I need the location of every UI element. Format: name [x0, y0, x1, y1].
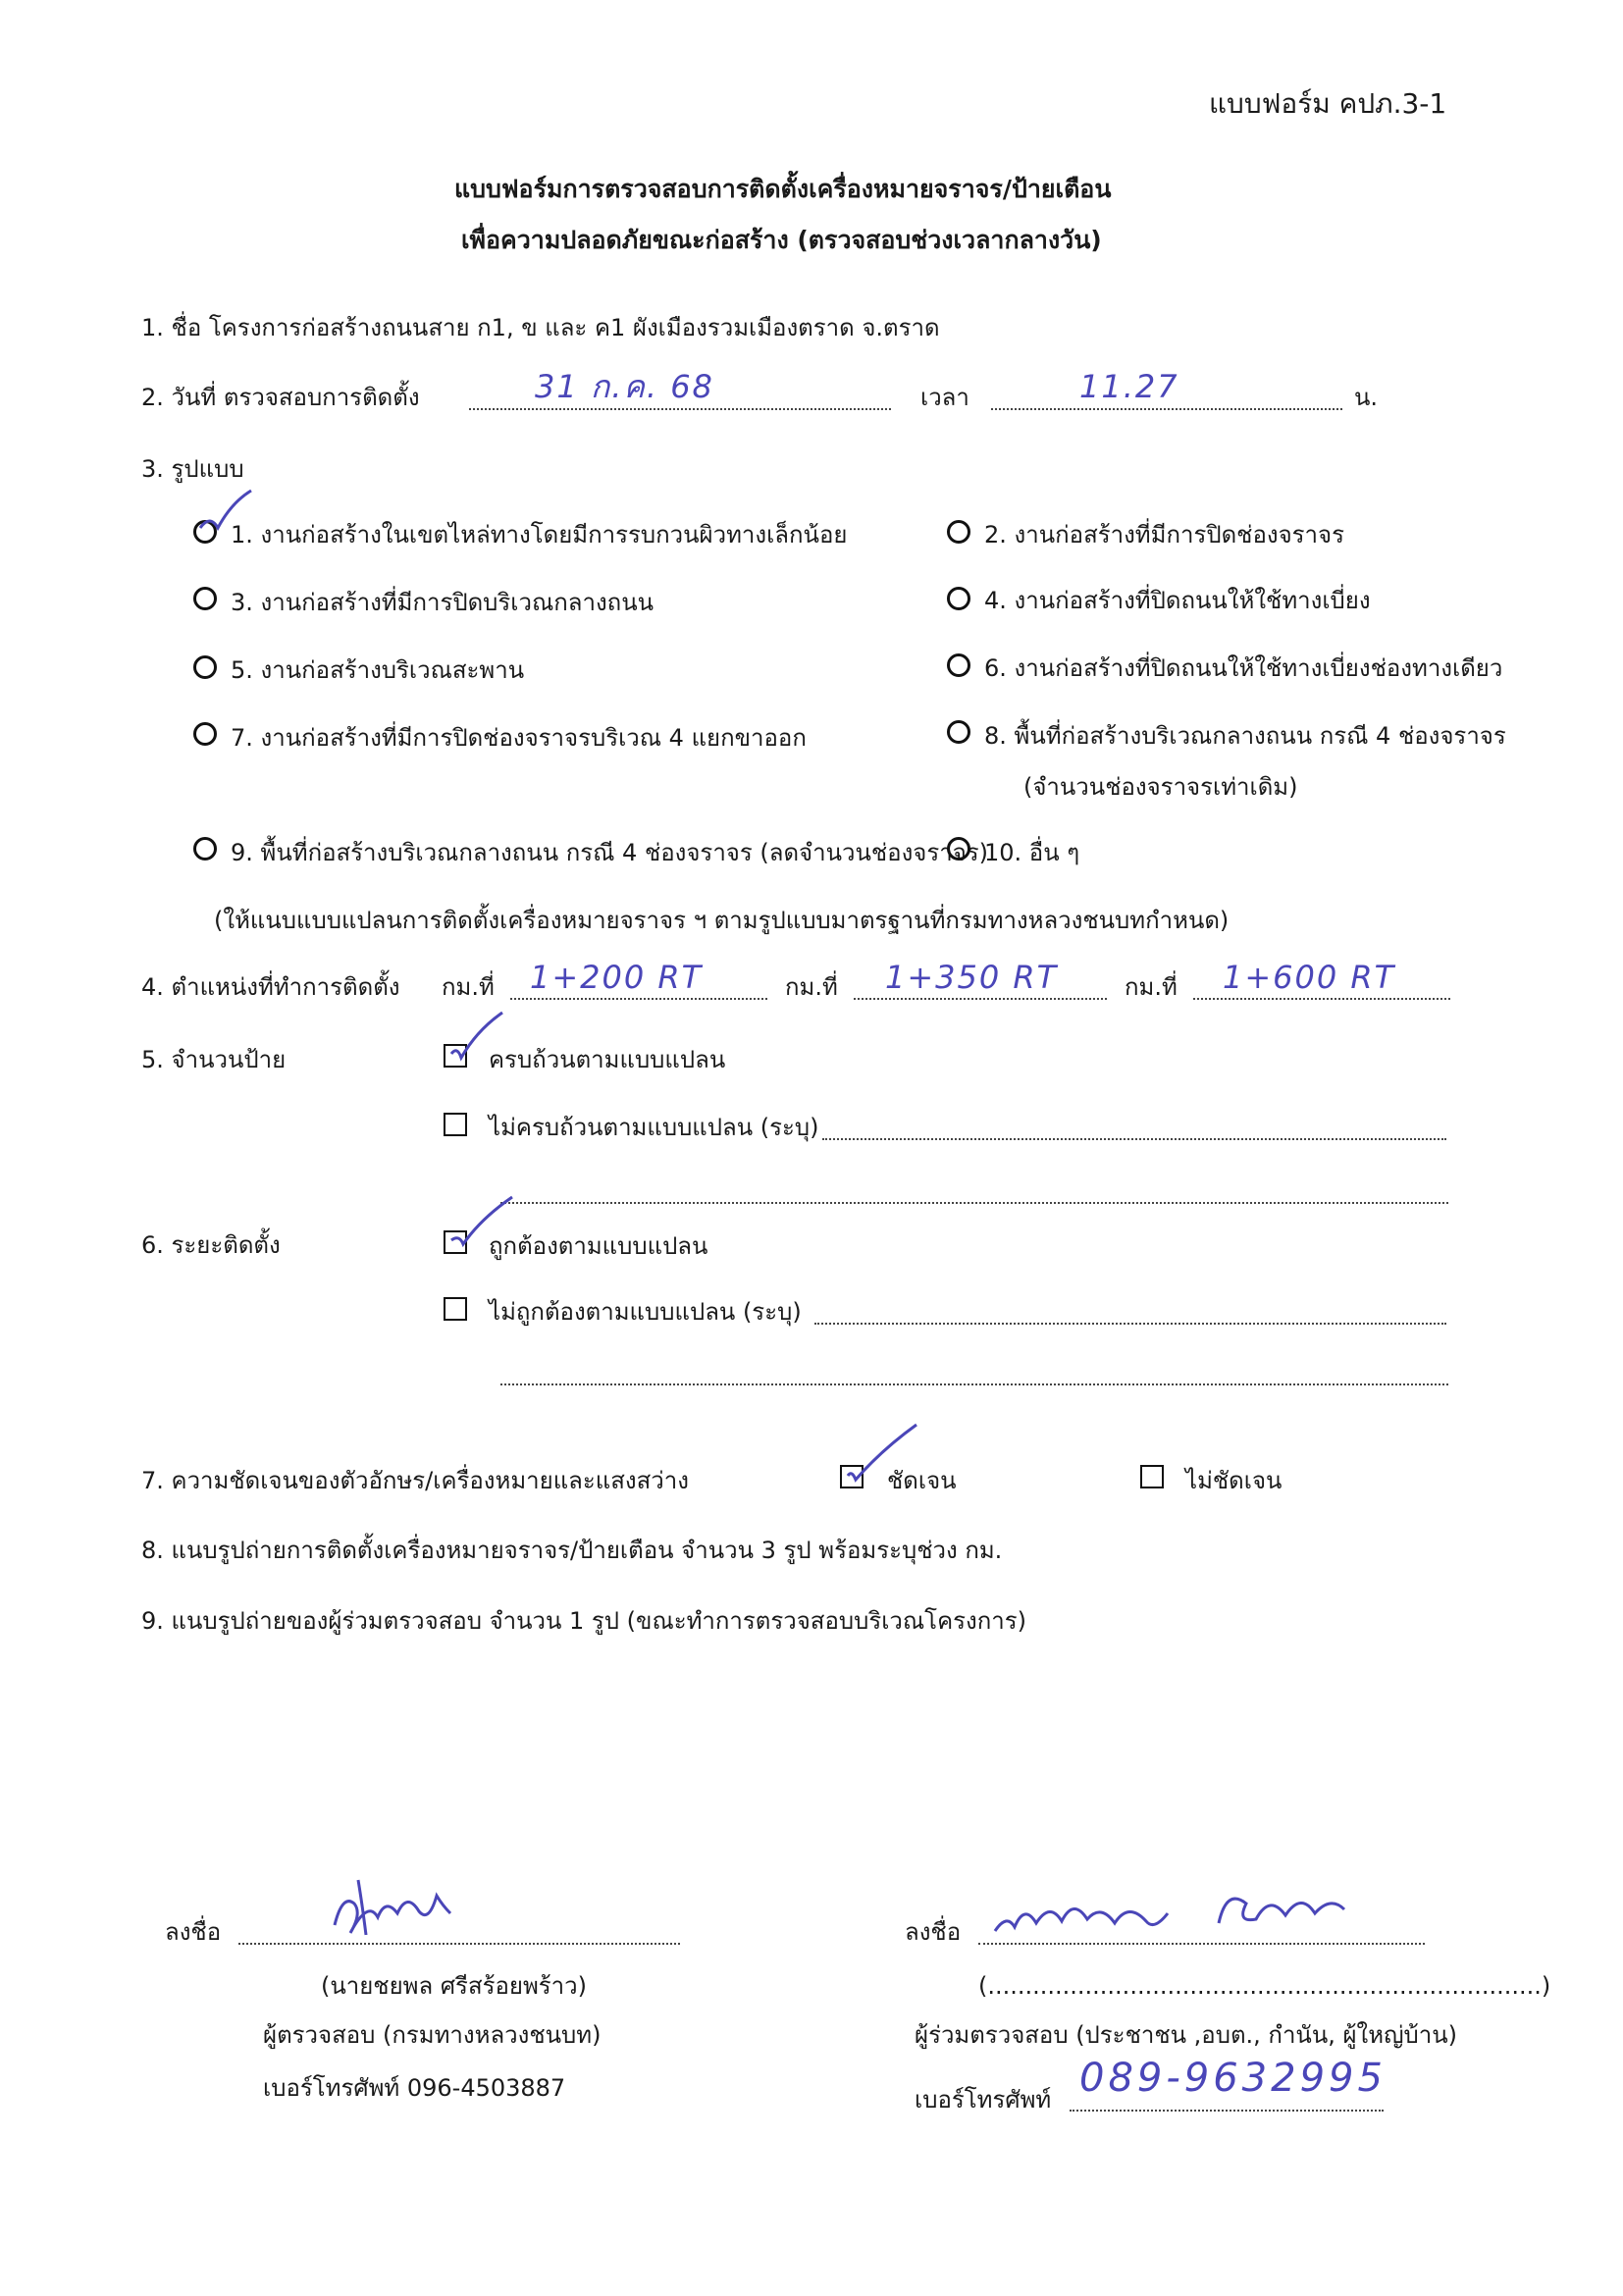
pattern-label: 3. รูปแบบ: [141, 455, 244, 483]
unclear-checkbox[interactable]: [1140, 1465, 1164, 1488]
option-5-label: 5. งานก่อสร้างบริเวณสะพาน: [231, 656, 525, 684]
option-10-radio[interactable]: [947, 837, 970, 861]
complete-label: ครบถ้วนตามแบบแปลน: [489, 1046, 726, 1073]
option-4-radio[interactable]: [947, 587, 970, 610]
right-sign-label: ลงชื่อ: [905, 1918, 962, 1946]
incomplete-detail-line-2: [500, 1202, 1448, 1204]
option-2-radio[interactable]: [947, 520, 970, 544]
time-value[interactable]: 11.27: [1079, 368, 1179, 405]
km-label-3: กม.ที่: [1125, 973, 1178, 1001]
option-8-sub: (จำนวนช่องจราจรเท่าเดิม): [1023, 773, 1298, 801]
time-label: เวลา: [920, 384, 969, 411]
form-title-line2: เพื่อความปลอดภัยขณะก่อสร้าง (ตรวจสอบช่วงเวลากลางวัน): [461, 226, 1102, 254]
date-value[interactable]: 31 ก.ค. 68: [535, 368, 714, 405]
km-value-3[interactable]: 1+600 RT: [1223, 959, 1396, 996]
unclear-label: ไม่ชัดเจน: [1185, 1467, 1283, 1494]
co-inspector-phone-value[interactable]: 089-9632995: [1079, 2056, 1387, 2101]
inspection-date-label: 2. วันที่ ตรวจสอบการติดตั้ง: [141, 384, 420, 411]
co-inspector-phone-label: เบอร์โทรศัพท์: [915, 2086, 1052, 2113]
incorrect-detail-line: [814, 1323, 1446, 1325]
left-sign-line: [238, 1943, 680, 1945]
right-signature-icon: [991, 1874, 1364, 1953]
clarity-label: 7. ความชัดเจนของตัวอักษร/เครื่องหมายและแสงสว่าง: [141, 1467, 689, 1494]
option-3-radio[interactable]: [193, 587, 217, 610]
incomplete-detail-line: [822, 1138, 1446, 1140]
km-value-2[interactable]: 1+350 RT: [885, 959, 1059, 996]
incomplete-checkbox[interactable]: [444, 1113, 467, 1136]
option-3-label: 3. งานก่อสร้างที่มีการปิดบริเวณกลางถนน: [231, 589, 654, 616]
install-distance-label: 6. ระยะติดตั้ง: [141, 1231, 281, 1259]
km-line-2: [854, 998, 1107, 1000]
inspector-phone: เบอร์โทรศัพท์ 096-4503887: [263, 2074, 566, 2102]
form-code: แบบฟอร์ม คปภ.3-1: [1209, 87, 1447, 120]
km-label-1: กม.ที่: [442, 973, 495, 1001]
co-inspector-name-blank: (..........................................................................): [978, 1972, 1551, 2000]
incorrect-detail-line-2: [500, 1383, 1448, 1385]
left-signature-icon: [329, 1874, 456, 1943]
incorrect-checkbox[interactable]: [444, 1297, 467, 1321]
option-4-label: 4. งานก่อสร้างที่ปิดถนนให้ใช้ทางเบี่ยง: [984, 587, 1371, 614]
option-6-radio[interactable]: [947, 653, 970, 677]
option-9-radio[interactable]: [193, 837, 217, 861]
clear-label: ชัดเจน: [887, 1467, 957, 1494]
km-line-3: [1193, 998, 1450, 1000]
option-6-label: 6. งานก่อสร้างที่ปิดถนนให้ใช้ทางเบี่ยงช่องทางเดียว: [984, 654, 1503, 682]
time-line: [991, 408, 1342, 410]
option-2-label: 2. งานก่อสร้างที่มีการปิดช่องจราจร: [984, 521, 1344, 548]
sign-count-label: 5. จำนวนป้าย: [141, 1046, 287, 1073]
option-1-label: 1. งานก่อสร้างในเขตไหล่ทางโดยมีการรบกวนผิวทางเล็กน้อย: [231, 521, 848, 548]
option-7-label: 7. งานก่อสร้างที่มีการปิดช่องจราจรบริเวณ 4 แยกขาออก: [231, 724, 807, 752]
incorrect-label: ไม่ถูกต้องตามแบบแปลน (ระบุ): [489, 1298, 802, 1326]
project-name: 1. ชื่อ โครงการก่อสร้างถนนสาย ก1, ข และ ค1 ผังเมืองรวมเมืองตราด จ.ตราด: [141, 314, 940, 341]
time-unit: น.: [1354, 384, 1379, 411]
km-value-1[interactable]: 1+200 RT: [530, 959, 704, 996]
incomplete-label: ไม่ครบถ้วนตามแบบแปลน (ระบุ): [489, 1114, 819, 1141]
attach-plan-note: (ให้แนบแบบแปลนการติดตั้งเครื่องหมายจราจร ฯ ตามรูปแบบมาตรฐานที่กรมทางหลวงชนบทกำหนด): [214, 907, 1230, 934]
inspector-name: (นายชยพล ศรีสร้อยพร้าว): [321, 1972, 587, 2000]
co-inspector-role: ผู้ร่วมตรวจสอบ (ประชาชน ,อบต., กำนัน, ผู้ใหญ่บ้าน): [915, 2021, 1458, 2049]
left-sign-label: ลงชื่อ: [165, 1918, 222, 1946]
location-label: 4. ตำแหน่งที่ทำการติดตั้ง: [141, 973, 400, 1001]
option-5-radio[interactable]: [193, 655, 217, 679]
option-8-label: 8. พื้นที่ก่อสร้างบริเวณกลางถนน กรณี 4 ช่องจราจร: [984, 722, 1506, 750]
correct-label: ถูกต้องตามแบบแปลน: [489, 1232, 708, 1260]
photo-inspector-note: 9. แนบรูปถ่ายของผู้ร่วมตรวจสอบ จำนวน 1 รูป (ขณะทำการตรวจสอบบริเวณโครงการ): [141, 1607, 1026, 1635]
option-1-check-icon: [196, 489, 255, 538]
co-inspector-phone-line: [1070, 2110, 1384, 2112]
photo-install-note: 8. แนบรูปถ่ายการติดตั้งเครื่องหมายจราจร/ป้ายเตือน จำนวน 3 รูป พร้อมระบุช่วง กม.: [141, 1537, 1003, 1564]
option-7-radio[interactable]: [193, 722, 217, 746]
option-8-radio[interactable]: [947, 720, 970, 744]
km-label-2: กม.ที่: [785, 973, 838, 1001]
date-line: [469, 408, 891, 410]
km-line-1: [510, 998, 767, 1000]
form-title-line1: แบบฟอร์มการตรวจสอบการติดตั้งเครื่องหมายจราจร/ป้ายเตือน: [454, 175, 1112, 203]
inspector-role: ผู้ตรวจสอบ (กรมทางหลวงชนบท): [263, 2021, 602, 2049]
option-10-label: 10. อื่น ๆ: [984, 839, 1080, 866]
option-9-label: 9. พื้นที่ก่อสร้างบริเวณกลางถนน กรณี 4 ช่องจราจร (ลดจำนวนช่องจราจร): [231, 839, 989, 866]
